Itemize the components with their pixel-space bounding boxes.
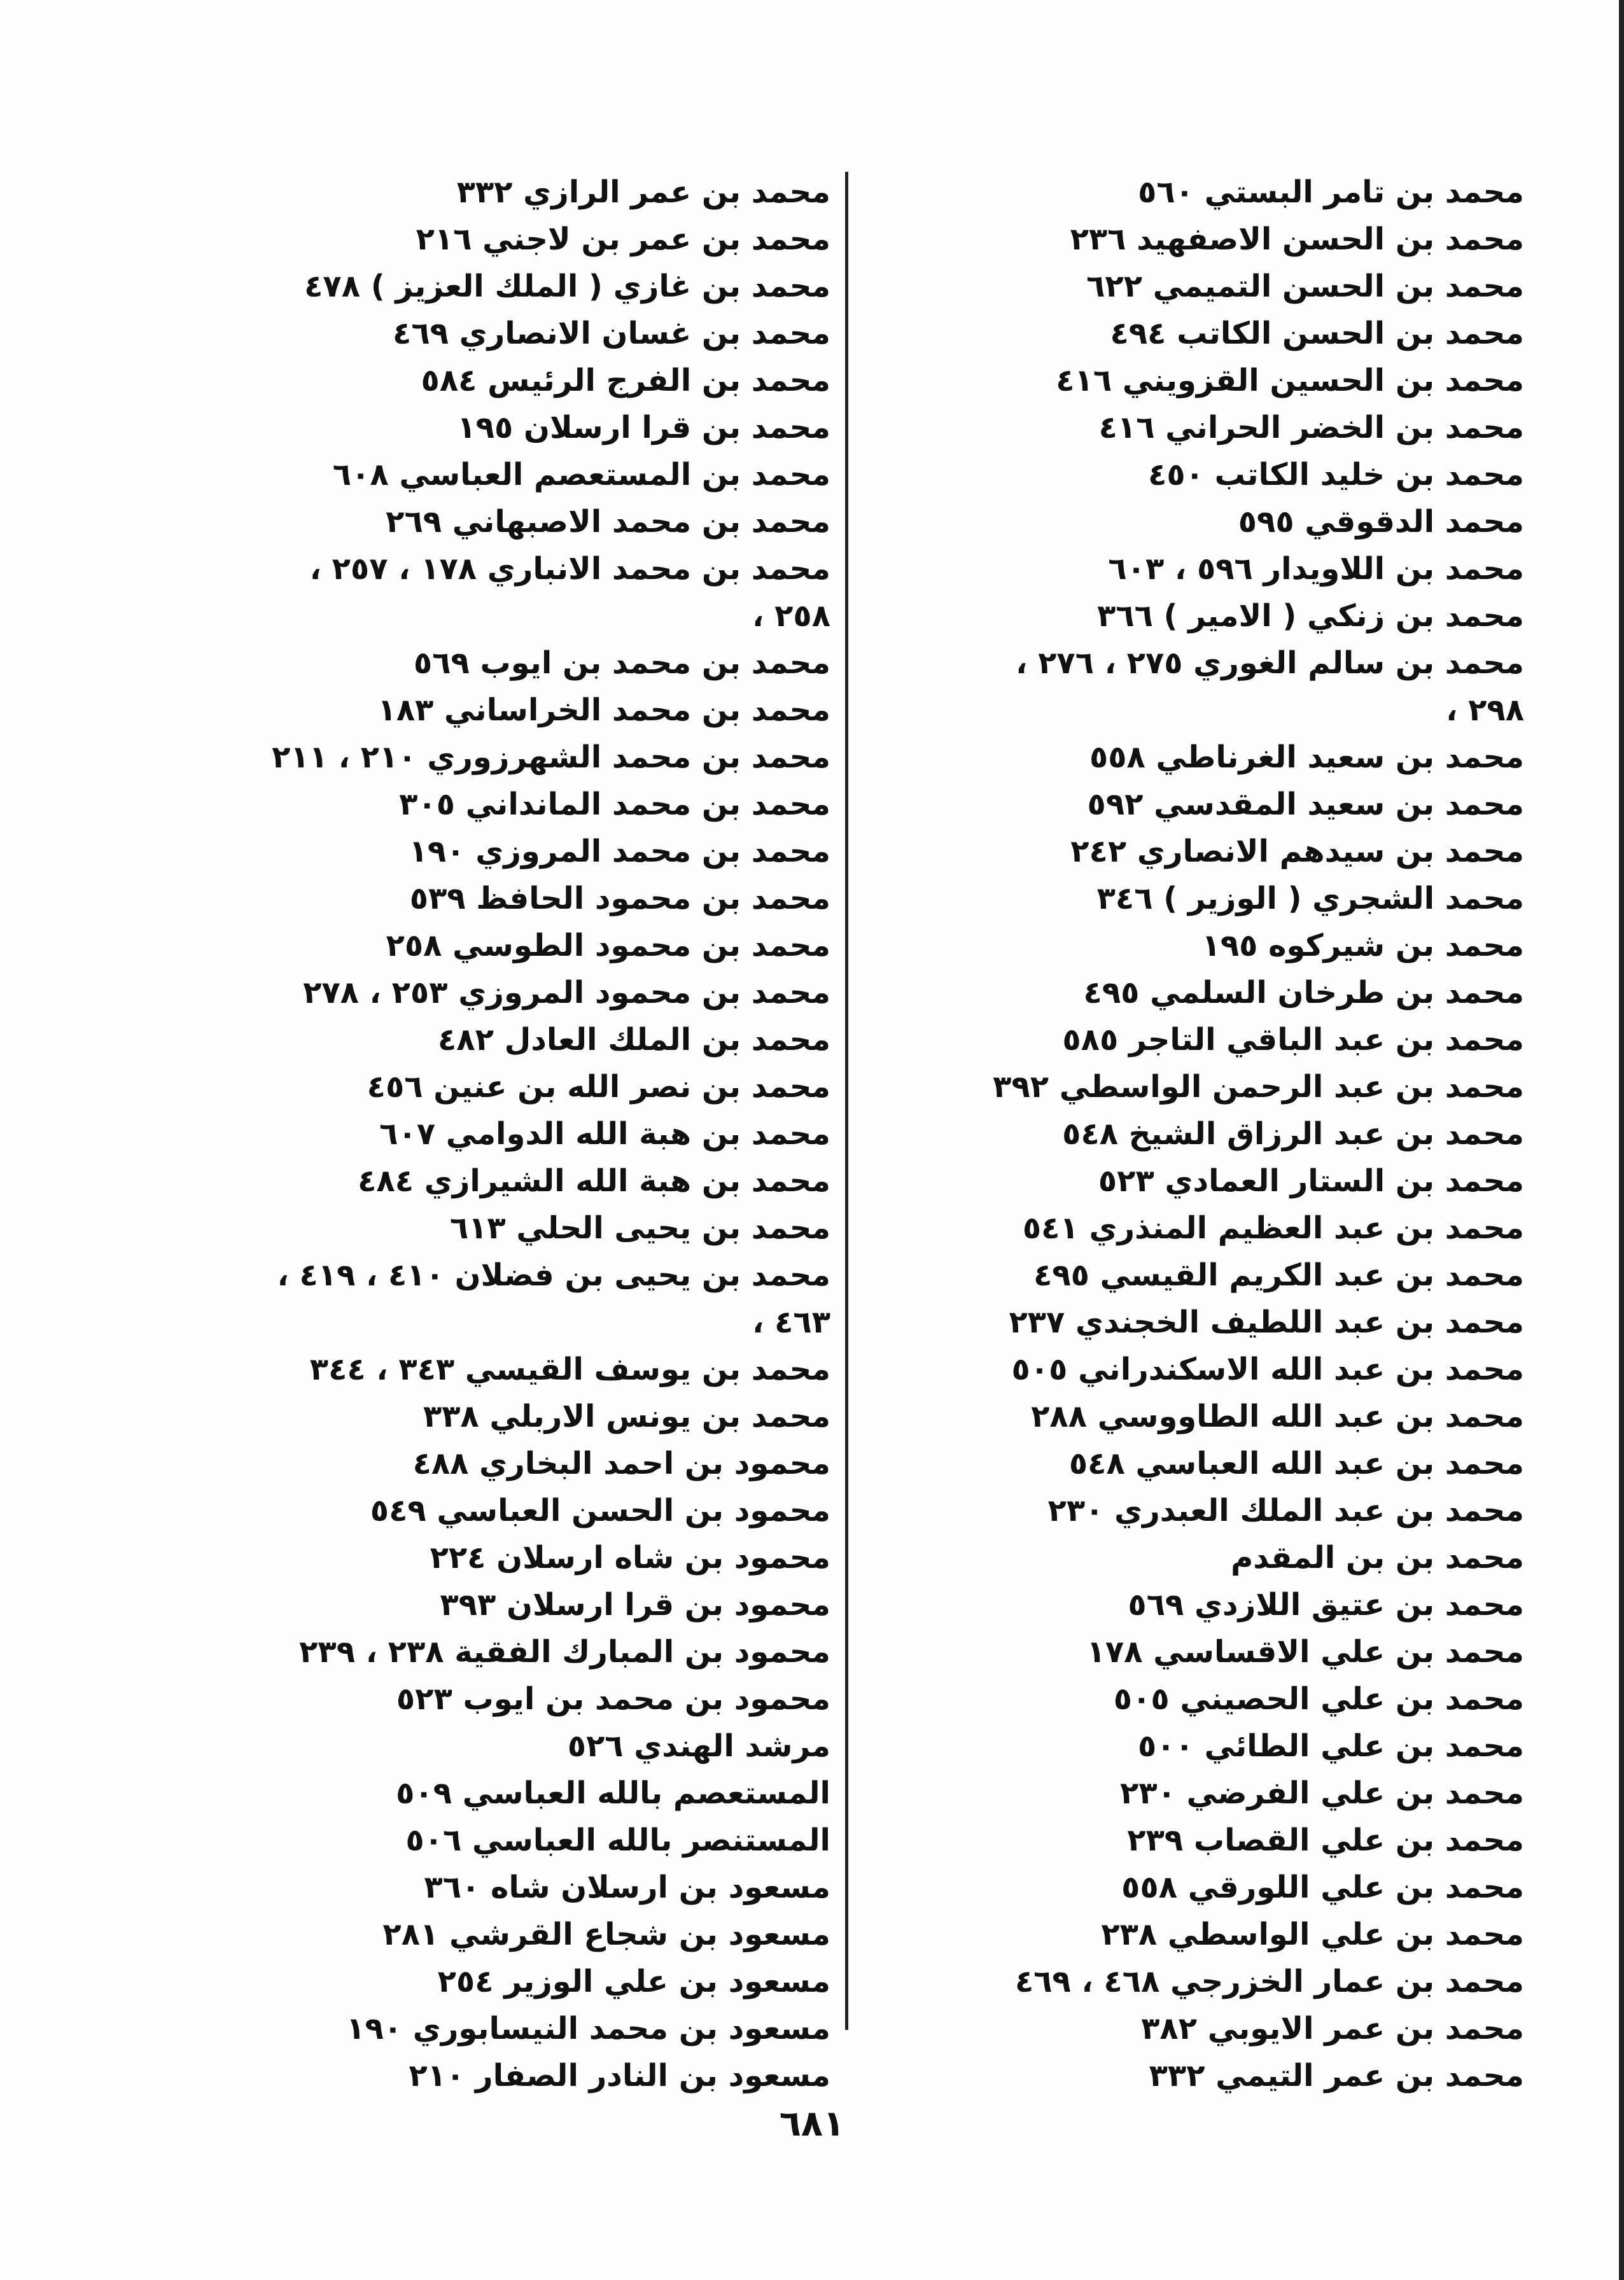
index-entry: محمد بن محمد المروزي ١٩٠	[409, 834, 830, 869]
index-column-left	[159, 169, 830, 2099]
index-entry: المستعصم بالله العباسي ٥٠٩	[396, 1775, 830, 1811]
index-entry: محمد بن سالم الغوري ٢٧٥ ، ٢٧٦ ،	[1016, 645, 1524, 681]
page-number: ٦٨١	[779, 2103, 845, 2144]
index-entry: محمد بن عبد اللطيف الخجندي ٢٣٧	[1009, 1304, 1524, 1340]
index-entry: محمد بن محمود المروزي ٢٥٣ ، ٢٧٨	[303, 975, 830, 1011]
index-entry: محمد بن محمد الاصبهاني ٢٦٩	[386, 504, 830, 540]
index-entry: محمد بن الفرج الرئيس ٥٨٤	[421, 363, 830, 398]
index-entry: مرشد الهندي ٥٢٦	[567, 1728, 830, 1764]
index-entry: محمد بن عبد الرزاق الشيخ ٥٤٨	[1062, 1116, 1524, 1152]
index-entry: محمد بن محمد الخراساني ١٨٣	[377, 692, 830, 728]
index-entry: محمد بن علي اللورقي ٥٥٨	[1121, 1870, 1524, 1905]
index-entry: محمد بن عبد العظيم المنذري ٥٤١	[1022, 1210, 1524, 1246]
index-entry: محمد بن محمد الشهرزوري ٢١٠ ، ٢١١	[272, 739, 830, 775]
index-entry: محمد بن الحسين القزويني ٤١٦	[1056, 363, 1524, 398]
index-entry: محمد بن غسان الانصاري ٤٦٩	[393, 316, 830, 351]
index-entry: محمد بن عبد الله العباسي ٥٤٨	[1068, 1446, 1524, 1481]
index-entry: ٢٩٨ ،	[1446, 692, 1524, 728]
index-entry: محمد بن نصر الله بن عنين ٤٥٦	[367, 1069, 830, 1105]
index-entry: محمد بن يحيى الحلي ٦١٣	[449, 1210, 830, 1246]
index-entry: محمود بن محمد بن ايوب ٥٢٣	[396, 1681, 830, 1717]
index-entry: محمد بن زنكي ( الامير ) ٣٦٦	[1097, 598, 1524, 634]
index-entry: محمد بن محمد بن ايوب ٥٦٩	[413, 645, 830, 681]
index-entry: محمد بن تامر البستي ٥٦٠	[1138, 174, 1524, 210]
index-entry: محمد بن عبد الله الاسكندراني ٥٠٥	[1011, 1352, 1524, 1387]
index-entry: محمد بن علي الفرضي ٢٣٠	[1120, 1775, 1524, 1811]
index-entry: محمد بن غازي ( الملك العزيز ) ٤٧٨	[304, 269, 830, 304]
index-entry: مسعود بن ارسلان شاه ٣٦٠	[424, 1870, 830, 1905]
index-entry: محمد بن عمر التيمي ٣٣٢	[1149, 2058, 1524, 2094]
index-entry: محمد بن عبد الله الطاووسي ٢٨٨	[1031, 1399, 1524, 1434]
index-entry: محمد بن محمد المانداني ٣٠٥	[399, 787, 830, 822]
index-entry: محمد بن علي الاقساسي ١٧٨	[1086, 1634, 1524, 1670]
index-entry: محمد بن الملك العادل ٤٨٢	[438, 1022, 830, 1058]
index-entry: محمد بن خليد الكاتب ٤٥٠	[1148, 457, 1524, 493]
index-column-right	[853, 169, 1524, 2099]
index-entry: مسعود بن النادر الصفار ٢١٠	[409, 2058, 830, 2094]
index-entry: محمد بن سيدهم الانصاري ٢٤٢	[1070, 834, 1524, 869]
index-entry: محمد بن يوسف القيسي ٣٤٣ ، ٣٤٤	[309, 1352, 830, 1387]
index-entry: محمد بن طرخان السلمي ٤٩٥	[1083, 975, 1524, 1011]
index-entry: محمد بن محمود الطوسي ٢٥٨	[386, 928, 830, 963]
index-entry: محمد بن الخضر الحراني ٤١٦	[1098, 410, 1524, 445]
index-entry: ٢٥٨ ،	[752, 598, 830, 634]
index-entry: محمد بن محمد الانباري ١٧٨ ، ٢٥٧ ،	[309, 551, 830, 587]
index-entry: المستنصر بالله العباسي ٥٠٦	[405, 1822, 830, 1858]
index-entry: مسعود بن محمد النيسابوري ١٩٠	[346, 2011, 830, 2046]
index-entry: محمد بن سعيد الغرناطي ٥٥٨	[1089, 739, 1524, 775]
index-entry: محمد بن قرا ارسلان ١٩٥	[457, 410, 830, 445]
index-entry: محمد بن عمر بن لاجني ٢١٦	[416, 221, 830, 257]
index-entry: محمد بن المستعصم العباسي ٦٠٨	[332, 457, 830, 493]
index-entry: محمد بن يونس الاربلي ٣٣٨	[423, 1399, 830, 1434]
index-entry: محمد بن محمود الحافظ ٥٣٩	[409, 881, 830, 916]
index-entry: محمد بن الحسن الكاتب ٤٩٤	[1110, 316, 1524, 351]
index-entry: محمد بن عبد الملك العبدري ٢٣٠	[1047, 1493, 1524, 1528]
index-entry: محمد بن الحسن التميمي ٦٢٢	[1086, 269, 1524, 304]
index-entry: محمود بن شاه ارسلان ٢٢٤	[430, 1540, 830, 1576]
index-entry: محمد بن عمار الخزرجي ٤٦٨ ، ٤٦٩	[1014, 1964, 1524, 1999]
index-entry: محمد بن علي الواسطي ٢٣٨	[1101, 1917, 1524, 1952]
index-entry: محمد بن بن المقدم	[1231, 1540, 1524, 1576]
index-entry: محمد بن شيركوه ١٩٥	[1201, 928, 1524, 963]
page-edge	[1619, 0, 1624, 2280]
index-entry: محمد الشجري ( الوزير ) ٣٤٦	[1096, 881, 1524, 916]
index-entry: محمد بن عمر الرازي ٣٣٢	[456, 174, 830, 210]
index-entry: محمد بن هبة الله الدوامي ٦٠٧	[379, 1116, 830, 1152]
index-entry: محمد بن يحيى بن فضلان ٤١٠ ، ٤١٩ ،	[277, 1257, 830, 1293]
index-entry: محمد بن علي الحصيني ٥٠٥	[1113, 1681, 1524, 1717]
index-entry: محمد بن هبة الله الشيرازي ٤٨٤	[358, 1163, 830, 1199]
index-entry: محمد بن علي الطائي ٥٠٠	[1138, 1728, 1524, 1764]
index-entry: محمد بن عبد الرحمن الواسطي ٣٩٢	[993, 1069, 1524, 1105]
index-entry: ٤٦٣ ،	[752, 1304, 830, 1340]
index-entry: محمد بن الستار العمادي ٥٢٣	[1098, 1163, 1524, 1199]
index-entry: محمد بن الحسن الاصفهيد ٢٣٦	[1070, 221, 1524, 257]
index-entry: محمد بن سعيد المقدسي ٥٩٢	[1087, 787, 1524, 822]
index-entry: محمود بن قرا ارسلان ٣٩٣	[440, 1587, 830, 1623]
index-entry: محمد بن عبد الكريم القيسي ٤٩٥	[1033, 1257, 1524, 1293]
column-divider	[845, 172, 848, 2030]
index-entry: محمد بن اللاويدار ٥٩٦ ، ٦٠٣	[1108, 551, 1524, 587]
index-entry: محمود بن احمد البخاري ٤٨٨	[412, 1446, 830, 1481]
index-entry: محمد بن عبد الباقي التاجر ٥٨٥	[1062, 1022, 1524, 1058]
index-entry: محمود بن الحسن العباسي ٥٤٩	[370, 1493, 830, 1528]
index-entry: محمد الدقوقي ٥٩٥	[1238, 504, 1524, 540]
index-entry: محمد بن عمر الايوبي ٣٨٢	[1141, 2011, 1524, 2046]
index-entry: محمود بن المبارك الفقية ٢٣٨ ، ٢٣٩	[299, 1634, 830, 1670]
index-entry: محمد بن علي القصاب ٢٣٩	[1127, 1822, 1524, 1858]
index-entry: محمد بن عتيق اللازدي ٥٦٩	[1128, 1587, 1524, 1623]
index-entry: مسعود بن علي الوزير ٢٥٤	[437, 1964, 830, 1999]
index-entry: مسعود بن شجاع القرشي ٢٨١	[382, 1917, 830, 1952]
